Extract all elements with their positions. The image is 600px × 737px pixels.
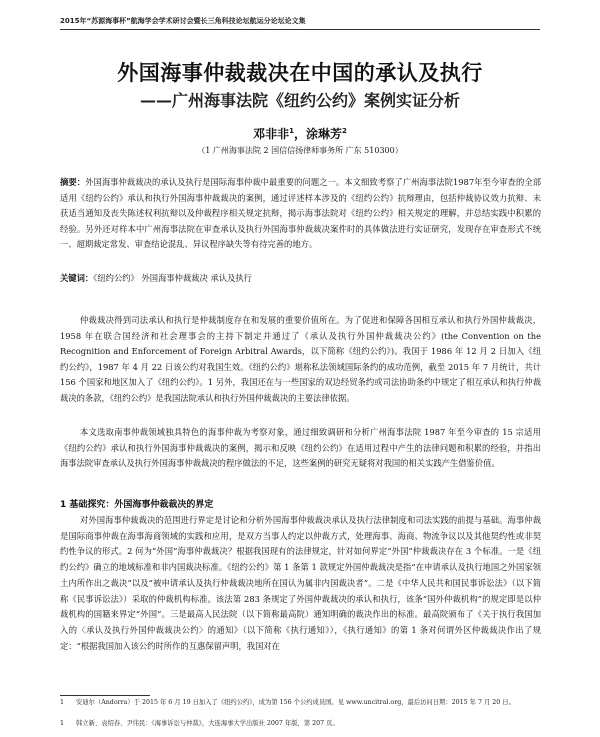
footnote-1 [60, 698, 541, 708]
author-name: 涂琳芳 [306, 127, 343, 141]
footnote-text: 韩立新、袁绍春、尹伟民：《海事诉讼与仲裁》，大连海事大学出版社 2007 年版，第 207 页。 [76, 720, 339, 727]
section-heading: 1 基础探究：外国海事仲裁裁决的界定 [60, 500, 214, 510]
body-paragraph-1: 仲裁裁决得到司法承认和执行是仲裁制度存在和发展的重要价值所在。为了促进和保障各国相互承认和执行外国仲裁裁决，1958 年在联合国经济和社会理事会的主持下制定并通过了《承认及执行外国仲裁裁决公约》(the Convention on the Recognition and Enforcement of Foreign Arbitral Awards，以下简称《纽约公约》)。我国于 1986 年 12 月 2 日加入《纽约公约》，1987 年 4 月 22 日该公约对我国生效。《纽约公约》堪称私法领域国际条约的成功范例，截至 2015 年 7 月统计，共计 156 个国家和地区加入了《纽约公约》。1 另外，我国还在与一些国家的双边经贸条约或司法协助条约中规定了相互承认和执行仲裁裁决的条款，《纽约公约》是我国法院承认和执行外国仲裁裁决的主要法律依据。 [60, 315, 541, 403]
author-superscript: 1 [289, 127, 294, 135]
footnote-rule [60, 695, 150, 696]
keywords-label: 关键词： [60, 273, 94, 283]
footnote-number: 1 [60, 699, 65, 706]
author-superscript: 2 [342, 127, 347, 135]
body-paragraph-3: 对外国海事仲裁裁决的范围进行界定是讨论和分析外国海事仲裁裁决承认及执行法律制度和司法实践的前提与基础。海事仲裁是国际商事仲裁在海事海商领域的实践和应用，是双方当事人约定以仲裁方式，处理海事、海商、物流争议以及其他契约性或非契约性争议的形式。2 何为“外国”海事仲裁裁决？根据我国现有的法律规定，针对如何界定“外国”仲裁裁决存在 3 个标准。一是《纽约公约》确立的地域标准和非内国裁决标准。《纽约公约》第 1 条第 1 款规定外国仲裁裁决是指“在申请承认及执行地国之外国家领土内所作出之裁决”以及“被申请承认及执行仲裁裁决地所在国认为属非内国裁决者”。二是《中华人民共和国民事诉讼法》（以下简称《民事诉讼法》）采取的仲裁机构标准。该法第 283 条规定了外国仲裁裁决的承认和执行，该条“国外仲裁机构”的规定即是以仲裁机构的国籍来界定“外国”。三是最高人民法院（以下简称最高院）通知明确的裁决作出的标准。最高院颁布了《关于执行我国加入的〈承认及执行外国仲裁裁决公约〉的通知》（以下简称《执行通知》），《执行通知》的第 1 条对何谓外区仲裁裁决作出了规定：“根据我国加入该公约时所作的互惠保留声明，我国对在 [60, 515, 541, 651]
abstract [60, 175, 541, 253]
keywords [60, 271, 541, 287]
article-title: 外国海事仲裁裁决在中国的承认及执行 [117, 61, 483, 85]
article-subtitle: ——广州海事法院《纽约公约》案例实证分析 [139, 91, 460, 110]
footnote-2 [60, 719, 541, 729]
abstract-text: 外国海事仲裁裁决的承认及执行是国际海事仲裁中最重要的问题之一。本文细致考察了广州海事法院1987年至今审查的全部适用《纽约公约》承认和执行外国海事仲裁裁决的案例，通过评述样本涉及的《纽约公约》抗辩理由，包括仲裁协议效力抗辩、未获适当通知及丧失陈述权利抗辩以及仲裁程序相关规定抗辩，揭示海事法院对《纽约公约》相关规定的理解，并总结实践中积累的经验。另外还对样本中广州海事法院在审查承认及执行外国海事仲裁裁决案件时的具体做法进行实证研究，发现存在审查形式不统一、超期裁定常发、审查结论混乱、异议程序缺失等有待完善的地方。 [60, 177, 541, 250]
author-name: 邓非非 [253, 127, 290, 141]
keywords-text: 《纽约公约》 外国海事仲裁裁决 承认及执行 [93, 273, 252, 283]
abstract-label: 摘要： [60, 177, 86, 187]
affiliation: （1 广州海事法院 2 国信信扬律师事务所 广东 510300） [197, 146, 403, 155]
running-head: 2015年“苏源海事杯”航海学会学术研讨会暨长三角科技论坛航运分论坛论文集 [60, 17, 306, 25]
footnote-number: 1 [60, 720, 65, 727]
author-separator: ， [293, 127, 306, 141]
header-rule [60, 29, 540, 30]
body-paragraph-2: 本文选取南事仲裁领域独具特色的海事仲裁为考察对象，通过细致调研和分析广州海事法院 1987 年至今审查的 15 宗适用《纽约公约》承认和执行外国海事仲裁裁决的案例，揭示和反映《纽约公约》在适用过程中产生的法律问题和积累的经验，并指出海事法院审查承认及执行外国海事仲裁裁决的程序做法的不足，这些案例的研究无疑将对我国的相关实践产生借鉴价值。 [60, 427, 541, 469]
footnote-text: 安迪尔（Andorra）于 2015 年 6 月 19 日加入了《纽约公约》，成为第 156 个公约成员国。见 www.uncitral.org，最后访问日期：2015 年 7 月 20 日。 [76, 699, 515, 706]
author-line [40, 125, 560, 142]
